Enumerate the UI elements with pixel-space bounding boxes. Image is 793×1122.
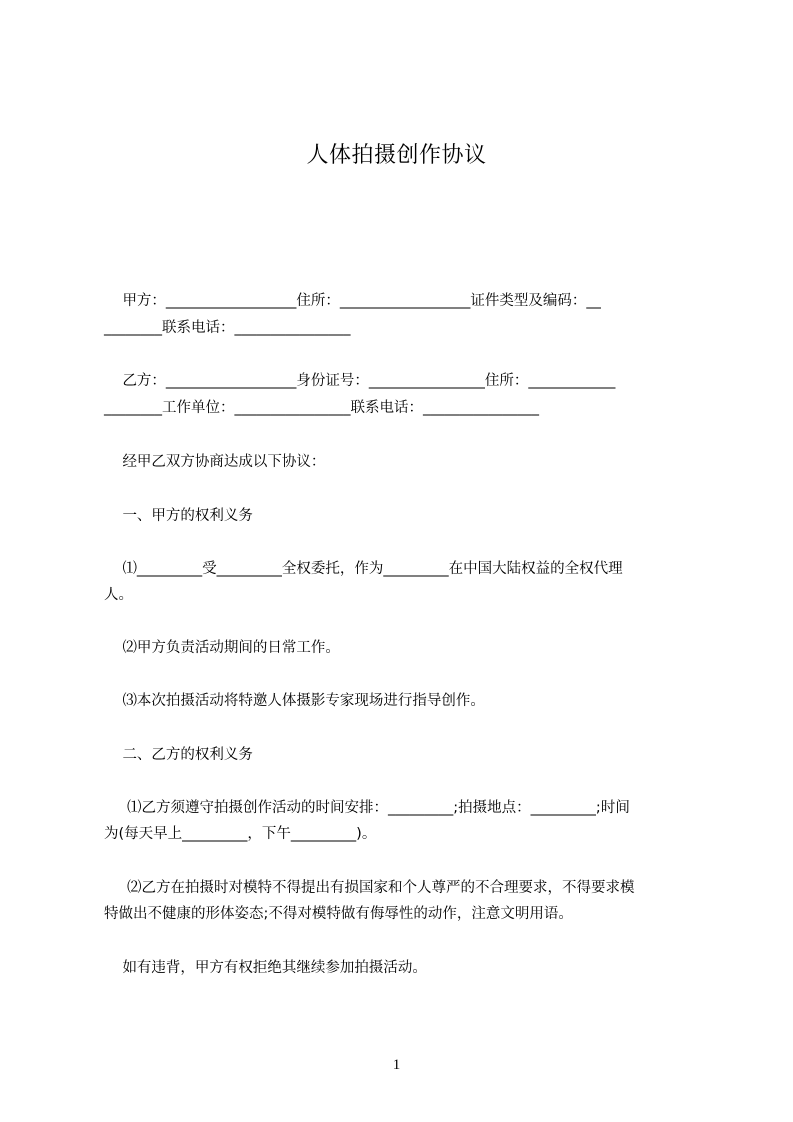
document-title: 人体拍摄创作协议	[306, 143, 487, 168]
section-1-item-2: ⑵甲方负责活动期间的日常工作。	[104, 640, 340, 656]
section-2-item-2-line-1: ⑵乙方在拍摄时对模特不得提出有损国家和个人尊严的不合理要求，不得要求模	[104, 880, 635, 896]
section-2-item-1-line-1: ⑴乙方须遵守拍摄创作活动的时间安排：_________;拍摄地点：_________;时间	[104, 800, 630, 816]
section-1-heading: 一、甲方的权利义务	[104, 508, 253, 524]
party-b-line-1: 乙方：__________________身份证号：________________住所：____________	[104, 373, 616, 389]
page-number: 1	[392, 1057, 401, 1073]
agreement-intro: 经甲乙双方协商达成以下协议：	[104, 454, 326, 470]
section-1-item-3: ⑶本次拍摄活动将特邀人体摄影专家现场进行指导创作。	[104, 693, 485, 709]
party-b-line-2: ________工作单位：________________联系电话：________________	[104, 400, 539, 416]
section-2-heading: 二、乙方的权利义务	[104, 747, 253, 763]
section-1-item-1-line-2: 人。	[104, 587, 133, 603]
section-2-item-1-line-2: 为(每天早上_________，下午_________)。	[104, 826, 377, 842]
section-2-item-2-line-2: 特做出不健康的形体姿态;不得对模特做有侮辱性的动作，注意文明用语。	[104, 906, 573, 922]
party-a-line-2: ________联系电话：________________	[104, 320, 351, 336]
violation-clause: 如有违背，甲方有权拒绝其继续参加拍摄活动。	[104, 960, 427, 976]
section-1-item-1-line-1: ⑴_________受_________全权委托，作为_________在中国大陆权益的全权代理	[104, 561, 623, 577]
party-a-line-1: 甲方：__________________住所：__________________证件类型及编码：__	[104, 293, 601, 309]
